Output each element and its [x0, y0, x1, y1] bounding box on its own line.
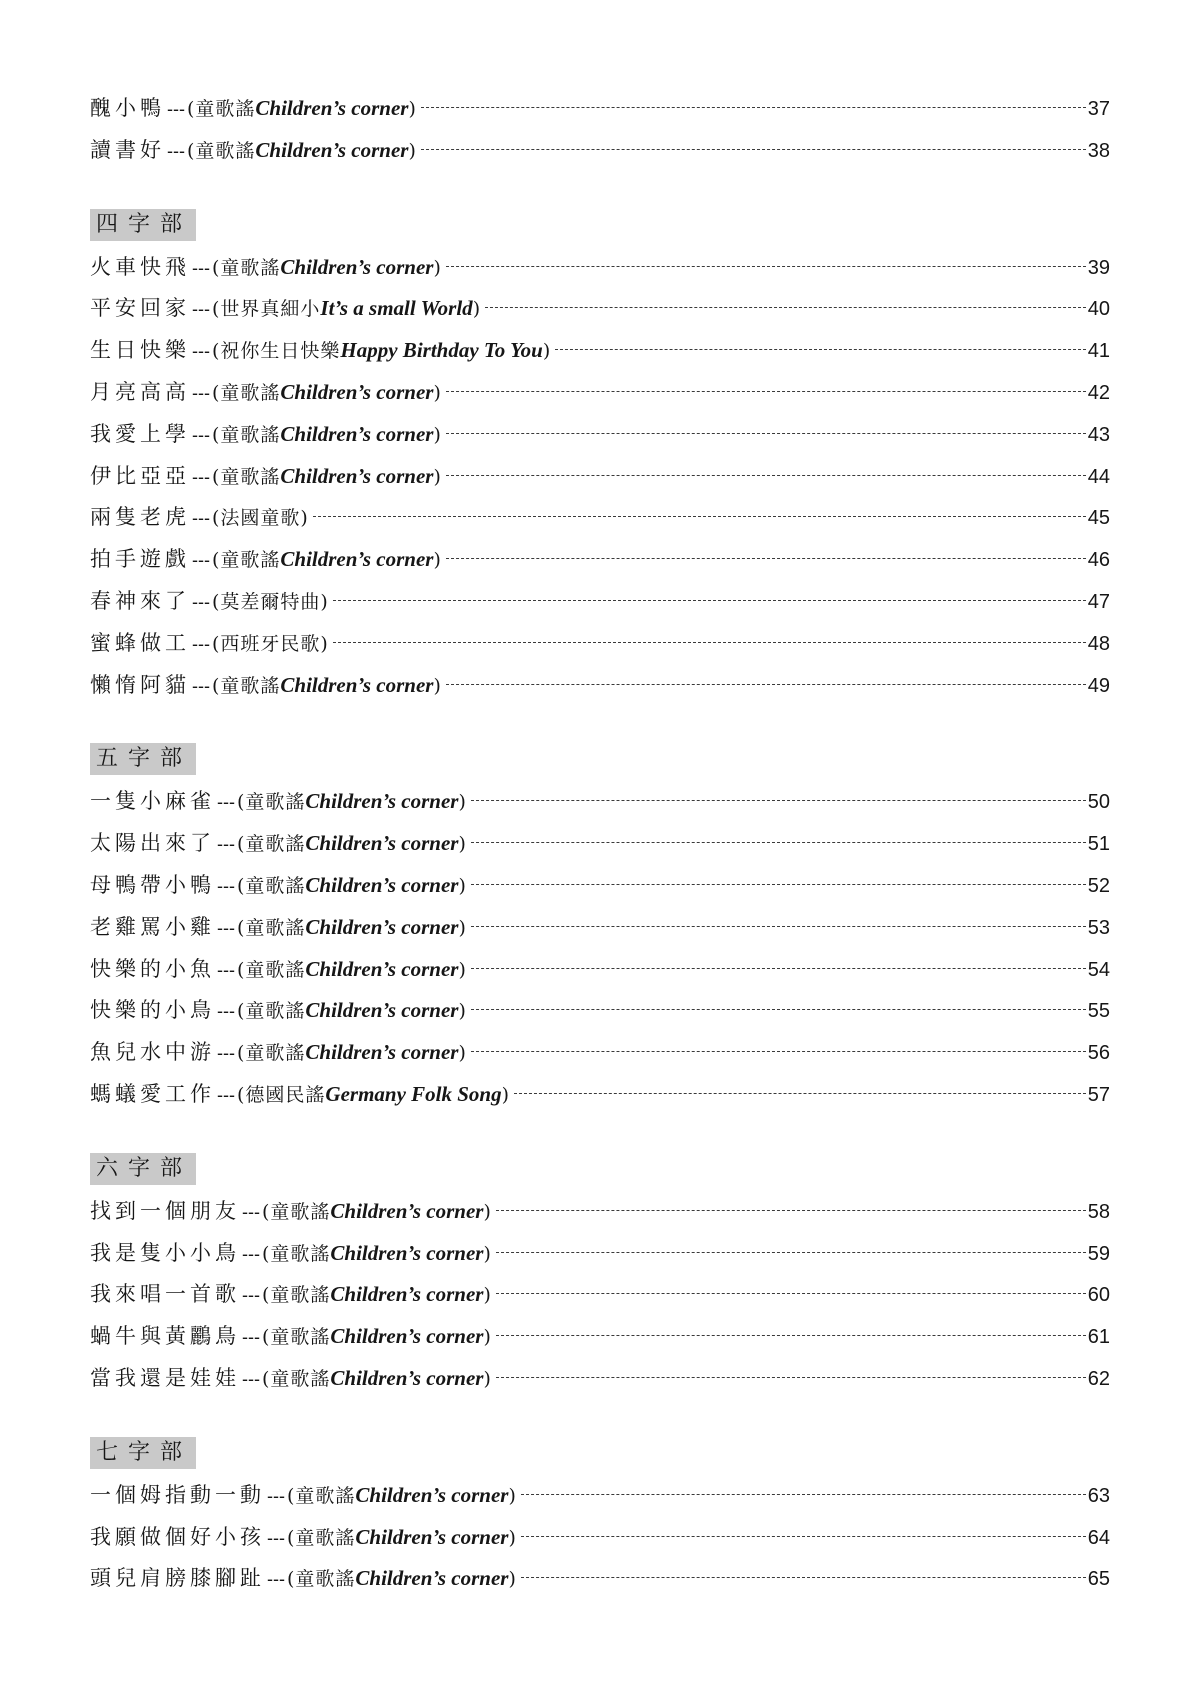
title-separator: --- [267, 1485, 285, 1506]
source-close: ) [483, 1200, 492, 1223]
source-close: ) [458, 1000, 467, 1023]
dot-leader [496, 1252, 1086, 1253]
source-english: Children’s corner [330, 1240, 484, 1265]
page-number: 47 [1087, 590, 1110, 613]
page-number: 63 [1087, 1484, 1110, 1507]
song-source [262, 1316, 492, 1359]
song-title: 醜小鴨 [90, 96, 165, 120]
source-close: ) [458, 874, 467, 897]
title-separator: --- [192, 550, 210, 571]
song-title: 我是隻小小鳥 [90, 1240, 240, 1265]
source-chinese: (童歌謠 [236, 791, 306, 814]
source-chinese: (童歌謠 [211, 423, 281, 446]
song-title: 一個姆指動一動 [90, 1482, 265, 1507]
entry-list [90, 1475, 1110, 1600]
source-english: Children’s corner [355, 1482, 509, 1507]
toc-entry[interactable] [90, 581, 1110, 623]
song-source [262, 1358, 492, 1401]
title-separator: --- [192, 299, 210, 320]
dot-leader [446, 558, 1086, 559]
page-number: 48 [1087, 632, 1110, 655]
song-title: 我來唱一首歌 [90, 1282, 240, 1307]
song-source [262, 1233, 492, 1276]
source-chinese: (童歌謠 [211, 381, 281, 404]
song-source [237, 990, 467, 1033]
song-title: 懶惰阿貓 [90, 672, 190, 697]
source-close: ) [483, 1242, 492, 1265]
source-english: Children’s corner [280, 254, 434, 279]
entry-list [90, 781, 1110, 1115]
song-title: 我愛上學 [90, 421, 190, 446]
song-source [212, 497, 309, 540]
page-number: 65 [1087, 1568, 1110, 1591]
toc-entry[interactable] [90, 456, 1110, 498]
song-source [287, 1558, 517, 1601]
toc-entry[interactable] [90, 288, 1110, 330]
dot-leader [446, 684, 1086, 685]
song-title: 螞蟻愛工作 [90, 1081, 215, 1106]
title-separator: --- [167, 140, 185, 161]
page-number: 37 [1087, 98, 1110, 120]
source-chinese: (童歌謠 [236, 958, 306, 981]
page-number: 39 [1087, 256, 1110, 279]
page-number: 52 [1087, 874, 1110, 897]
toc-entry[interactable] [90, 1358, 1110, 1400]
source-chinese: (童歌謠 [211, 549, 281, 572]
source-chinese: (莫差爾特曲) [211, 590, 329, 613]
song-source [212, 247, 442, 290]
toc-section [90, 209, 1110, 707]
dot-leader [485, 307, 1086, 308]
song-title: 蝸牛與黃鸝鳥 [90, 1324, 240, 1349]
song-source [212, 372, 442, 415]
source-close: ) [408, 139, 417, 162]
page-number: 38 [1087, 139, 1110, 162]
source-chinese: (童歌謠 [261, 1242, 331, 1265]
source-close: ) [458, 1042, 467, 1065]
dot-leader [521, 1494, 1086, 1495]
page-number: 61 [1087, 1326, 1110, 1349]
toc-entry[interactable] [90, 372, 1110, 414]
page-number: 62 [1087, 1367, 1110, 1390]
toc-section [90, 1153, 1110, 1400]
title-separator: --- [192, 382, 210, 403]
table-of-contents [90, 88, 1110, 1637]
source-chinese: (童歌謠 [186, 98, 256, 120]
source-chinese: (童歌謠 [261, 1200, 331, 1223]
section-header: 四字部 [90, 209, 196, 241]
source-close: ) [433, 381, 442, 404]
song-source [212, 665, 442, 708]
song-source [212, 456, 442, 499]
page-number: 54 [1087, 958, 1110, 981]
source-english: Children’s corner [280, 379, 434, 404]
dot-leader [496, 1210, 1086, 1211]
source-close: ) [472, 298, 482, 321]
dot-leader [313, 516, 1086, 517]
source-chinese: (童歌謠 [261, 1326, 331, 1349]
page-number: 42 [1087, 381, 1110, 404]
song-title: 頭兒肩膀膝腳趾 [90, 1566, 265, 1591]
title-separator: --- [267, 1569, 285, 1590]
title-separator: --- [217, 917, 235, 938]
song-source [287, 1517, 517, 1560]
toc-entry[interactable] [90, 781, 1110, 823]
source-english: Children’s corner [305, 914, 459, 939]
song-source [212, 623, 329, 666]
toc-entry[interactable] [90, 330, 1110, 372]
song-source [262, 1191, 492, 1234]
toc-entry[interactable] [90, 247, 1110, 289]
toc-entry[interactable] [90, 665, 1110, 707]
source-english: Children’s corner [255, 96, 409, 120]
toc-entry[interactable] [90, 990, 1110, 1032]
toc-entry[interactable] [90, 414, 1110, 456]
title-separator: --- [217, 1043, 235, 1064]
song-title: 春神來了 [90, 588, 190, 613]
page-number: 40 [1087, 298, 1110, 321]
toc-entry[interactable] [90, 1274, 1110, 1316]
entry-list [90, 1191, 1110, 1400]
title-separator: --- [192, 508, 210, 529]
song-title: 蜜蜂做工 [90, 630, 190, 655]
song-title: 太陽出來了 [90, 831, 215, 856]
toc-entry[interactable] [90, 497, 1110, 539]
entry-list [90, 88, 1110, 172]
source-english: Children’s corner [280, 672, 434, 697]
source-chinese: (童歌謠 [261, 1284, 331, 1307]
source-chinese: (童歌謠 [261, 1367, 331, 1390]
dot-leader [521, 1536, 1086, 1537]
source-chinese: (世界真細小 [211, 298, 321, 321]
song-source [237, 823, 467, 866]
song-title: 快樂的小鳥 [90, 998, 215, 1023]
source-chinese: (童歌謠 [211, 674, 281, 697]
song-source [237, 865, 467, 908]
toc-entry[interactable] [90, 1475, 1110, 1517]
toc-entry[interactable] [90, 1191, 1110, 1233]
title-separator: --- [192, 424, 210, 445]
title-separator: --- [242, 1243, 260, 1264]
dot-leader [446, 391, 1086, 392]
title-separator: --- [192, 257, 210, 278]
toc-entry[interactable] [90, 1316, 1110, 1358]
dot-leader [555, 349, 1085, 350]
toc-section [90, 1437, 1110, 1600]
song-title: 找到一個朋友 [90, 1198, 240, 1223]
dot-leader [514, 1093, 1086, 1094]
song-title: 讀書好 [90, 137, 165, 162]
source-english: Children’s corner [355, 1566, 509, 1591]
song-source [237, 949, 467, 992]
dot-leader [421, 107, 1086, 108]
title-separator: --- [217, 959, 235, 980]
dot-leader [496, 1335, 1086, 1336]
source-english: Children’s corner [330, 1365, 484, 1390]
song-title: 拍手遊戲 [90, 547, 190, 572]
title-separator: --- [217, 1084, 235, 1105]
title-separator: --- [217, 875, 235, 896]
source-close: ) [508, 1568, 517, 1591]
page-number: 50 [1087, 791, 1110, 814]
song-source [237, 1074, 510, 1117]
song-title: 平安回家 [90, 296, 190, 321]
source-close: ) [433, 674, 442, 697]
source-chinese: (童歌謠 [236, 1000, 306, 1023]
source-chinese: (童歌謠 [286, 1568, 356, 1591]
toc-entry[interactable] [90, 623, 1110, 665]
dot-leader [471, 926, 1086, 927]
song-source [237, 781, 467, 824]
title-separator: --- [192, 466, 210, 487]
title-separator: --- [267, 1527, 285, 1548]
section-header: 六字部 [90, 1153, 196, 1185]
source-close: ) [408, 98, 417, 120]
dot-leader [471, 842, 1086, 843]
song-title: 火車快飛 [90, 254, 190, 279]
source-english: Children’s corner [280, 547, 434, 572]
source-close: ) [508, 1526, 517, 1549]
source-close: ) [458, 833, 467, 856]
source-close: ) [458, 958, 467, 981]
dot-leader [496, 1293, 1086, 1294]
source-close: ) [542, 340, 552, 363]
source-close: ) [458, 916, 467, 939]
dot-leader [333, 600, 1086, 601]
source-english: Children’s corner [330, 1198, 484, 1223]
source-chinese: (童歌謠 [186, 139, 256, 162]
source-english: Children’s corner [305, 998, 459, 1023]
toc-section [90, 743, 1110, 1115]
song-title: 魚兒水中游 [90, 1040, 215, 1065]
toc-entry[interactable] [90, 1032, 1110, 1074]
entry-list [90, 247, 1110, 707]
page-number: 49 [1087, 674, 1110, 697]
title-separator: --- [217, 792, 235, 813]
song-title: 快樂的小魚 [90, 956, 215, 981]
dot-leader [496, 1377, 1086, 1378]
page-number: 64 [1087, 1526, 1110, 1549]
source-chinese: (童歌謠 [211, 465, 281, 488]
page-number: 46 [1087, 549, 1110, 572]
toc-entry[interactable] [90, 88, 1110, 130]
toc-entry[interactable] [90, 1233, 1110, 1275]
dot-leader [471, 800, 1086, 801]
song-source [212, 581, 329, 624]
source-close: ) [433, 465, 442, 488]
song-source [287, 1475, 517, 1518]
song-title: 當我還是娃娃 [90, 1365, 240, 1390]
source-english: Germany Folk Song [325, 1081, 502, 1106]
page-number: 59 [1087, 1242, 1110, 1265]
source-english: Children’s corner [280, 421, 434, 446]
song-source [262, 1274, 492, 1317]
toc-entry[interactable] [90, 907, 1110, 949]
section-header: 七字部 [90, 1437, 196, 1469]
title-separator: --- [242, 1327, 260, 1348]
dot-leader [446, 475, 1086, 476]
page-number: 56 [1087, 1042, 1110, 1065]
dot-leader [471, 968, 1086, 969]
title-separator: --- [242, 1368, 260, 1389]
toc-entry[interactable] [90, 949, 1110, 991]
page-number: 60 [1087, 1284, 1110, 1307]
song-title: 生日快樂 [90, 338, 190, 363]
song-title: 伊比亞亞 [90, 463, 190, 488]
toc-entry[interactable] [90, 1558, 1110, 1600]
source-english: Children’s corner [305, 956, 459, 981]
source-chinese: (童歌謠 [236, 1042, 306, 1065]
source-chinese: (法國童歌) [211, 507, 309, 530]
page-number: 41 [1087, 340, 1110, 363]
source-close: ) [433, 423, 442, 446]
dot-leader [446, 266, 1086, 267]
source-english: Happy Birthday To You [340, 338, 543, 363]
toc-section [90, 88, 1110, 172]
source-english: It’s a small World [320, 296, 473, 321]
song-source [187, 130, 417, 173]
page-number: 44 [1087, 465, 1110, 488]
source-english: Children’s corner [305, 1040, 459, 1065]
title-separator: --- [217, 1001, 235, 1022]
source-close: ) [501, 1083, 511, 1106]
song-source [212, 414, 442, 457]
page-number: 58 [1087, 1200, 1110, 1223]
page-number: 55 [1087, 1000, 1110, 1023]
dot-leader [421, 149, 1086, 150]
source-english: Children’s corner [305, 872, 459, 897]
page-number: 45 [1087, 507, 1110, 530]
source-english: Children’s corner [330, 1282, 484, 1307]
source-english: Children’s corner [255, 137, 409, 162]
page-number: 43 [1087, 423, 1110, 446]
title-separator: --- [192, 591, 210, 612]
source-chinese: (童歌謠 [236, 916, 306, 939]
song-title: 我願做個好小孩 [90, 1524, 265, 1549]
source-chinese: (童歌謠 [236, 874, 306, 897]
song-source [212, 539, 442, 582]
source-chinese: (祝你生日快樂 [211, 340, 341, 363]
dot-leader [471, 1051, 1086, 1052]
toc-entry[interactable] [90, 823, 1110, 865]
toc-entry[interactable] [90, 539, 1110, 581]
page-number: 57 [1087, 1083, 1110, 1106]
song-title: 老雞罵小雞 [90, 914, 215, 939]
source-english: Children’s corner [280, 463, 434, 488]
dot-leader [521, 1577, 1086, 1578]
page-number: 53 [1087, 916, 1110, 939]
source-english: Children’s corner [305, 831, 459, 856]
song-title: 兩隻老虎 [90, 505, 190, 530]
title-separator: --- [192, 633, 210, 654]
source-close: ) [483, 1326, 492, 1349]
source-close: ) [458, 791, 467, 814]
song-source [237, 907, 467, 950]
dot-leader [471, 1009, 1086, 1010]
source-close: ) [433, 549, 442, 572]
source-close: ) [508, 1484, 517, 1507]
toc-entry[interactable] [90, 1074, 1110, 1116]
source-chinese: (童歌謠 [236, 833, 306, 856]
source-chinese: (童歌謠 [211, 256, 281, 279]
title-separator: --- [242, 1285, 260, 1306]
source-chinese: (童歌謠 [286, 1526, 356, 1549]
song-source [212, 330, 551, 373]
toc-entry[interactable] [90, 130, 1110, 172]
song-title: 月亮高高 [90, 379, 190, 404]
title-separator: --- [242, 1201, 260, 1222]
source-chinese: (童歌謠 [286, 1484, 356, 1507]
song-title: 一隻小麻雀 [90, 789, 215, 814]
source-chinese: (西班牙民歌) [211, 632, 329, 655]
dot-leader [333, 642, 1086, 643]
source-close: ) [433, 256, 442, 279]
title-separator: --- [192, 675, 210, 696]
source-english: Children’s corner [330, 1324, 484, 1349]
title-separator: --- [192, 341, 210, 362]
toc-entry[interactable] [90, 1517, 1110, 1559]
title-separator: --- [217, 834, 235, 855]
source-chinese: (德國民謠 [236, 1083, 326, 1106]
dot-leader [471, 884, 1086, 885]
page-number: 51 [1087, 833, 1110, 856]
toc-entry[interactable] [90, 865, 1110, 907]
section-header: 五字部 [90, 743, 196, 775]
song-title: 母鴨帶小鴨 [90, 872, 215, 897]
source-english: Children’s corner [355, 1524, 509, 1549]
song-source [187, 88, 417, 131]
song-source [237, 1032, 467, 1075]
source-close: ) [483, 1284, 492, 1307]
source-english: Children’s corner [305, 789, 459, 814]
dot-leader [446, 433, 1086, 434]
title-separator: --- [167, 99, 185, 119]
source-close: ) [483, 1367, 492, 1390]
song-source [212, 288, 481, 331]
